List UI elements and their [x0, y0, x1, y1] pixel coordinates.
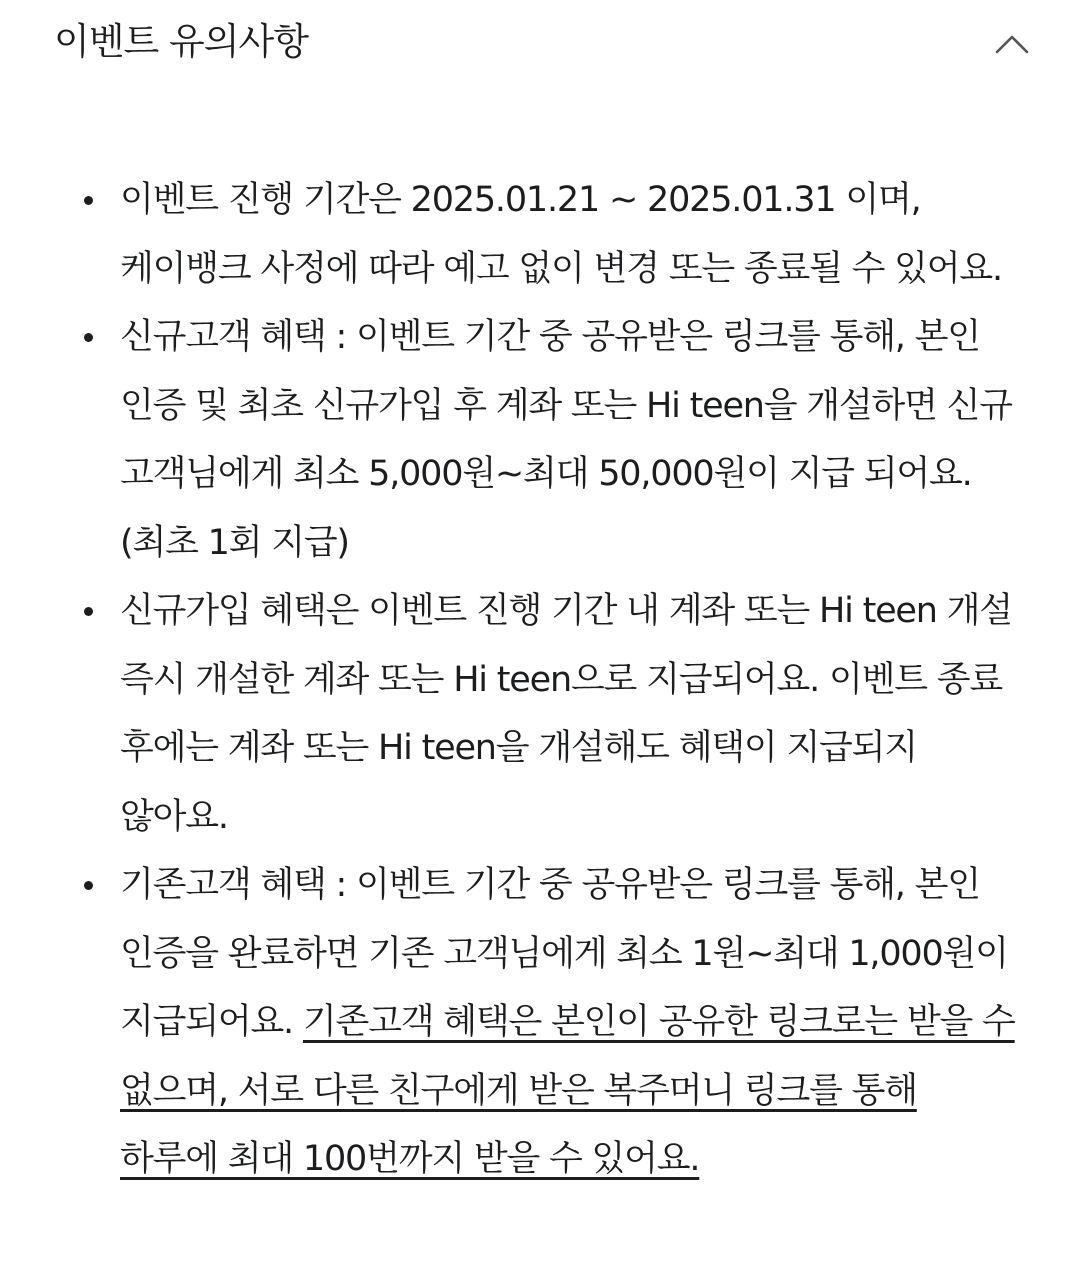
notice-text: 신규가입 혜택은 이벤트 진행 기간 내 계좌 또는 Hi teen 개설 즉시 개설한 계좌 또는 Hi teen으로 지급되어요. 이벤트 종료 후에는 계좌 또는 Hi teen을 개설해도 혜택이 지급되지 않아요. [120, 591, 1012, 837]
notice-text: 이벤트 진행 기간은 2025.01.21 ~ 2025.01.31 이며, 케이뱅크 사정에 따라 예고 없이 변경 또는 종료될 수 있어요. [120, 180, 1002, 289]
section-title: 이벤트 유의사항 [54, 20, 308, 63]
chevron-up-icon [995, 34, 1029, 54]
bullet-dot [84, 333, 93, 342]
bullet-dot [84, 881, 93, 890]
notice-item-event-period [0, 166, 1080, 303]
bullet-dot [84, 607, 93, 616]
notice-section-header[interactable] [0, 0, 1080, 90]
notice-text: 기존고객 혜택 : 이벤트 기간 중 공유받은 링크를 통해, 본인 인증을 완료하면 기존 고객님에게 최소 1원~최대 1,000원이 지급되어요. [120, 865, 1008, 1042]
notice-item-existing-customer-benefit [0, 851, 1080, 1194]
notice-underlined-text: 기존고객 혜택은 본인이 공유한 링크로는 받을 수 없으며, 서로 다른 친구에게 받은 복주머니 링크를 통해 하루에 최대 100번까지 받을 수 있어요. [120, 1002, 1015, 1179]
bullet-dot [84, 196, 93, 205]
notice-item-signup-benefit [0, 577, 1080, 851]
collapse-toggle-button[interactable] [984, 20, 1040, 68]
notice-text: 신규고객 혜택 : 이벤트 기간 중 공유받은 링크를 통해, 본인 인증 및 최초 신규가입 후 계좌 또는 Hi teen을 개설하면 신규 고객님에게 최소 5,000원~최대 50,000원이 지급 되어요. (최초 1회 지급) [120, 317, 1012, 563]
notice-item-new-customer-benefit [0, 303, 1080, 577]
notice-list [0, 166, 1080, 1194]
